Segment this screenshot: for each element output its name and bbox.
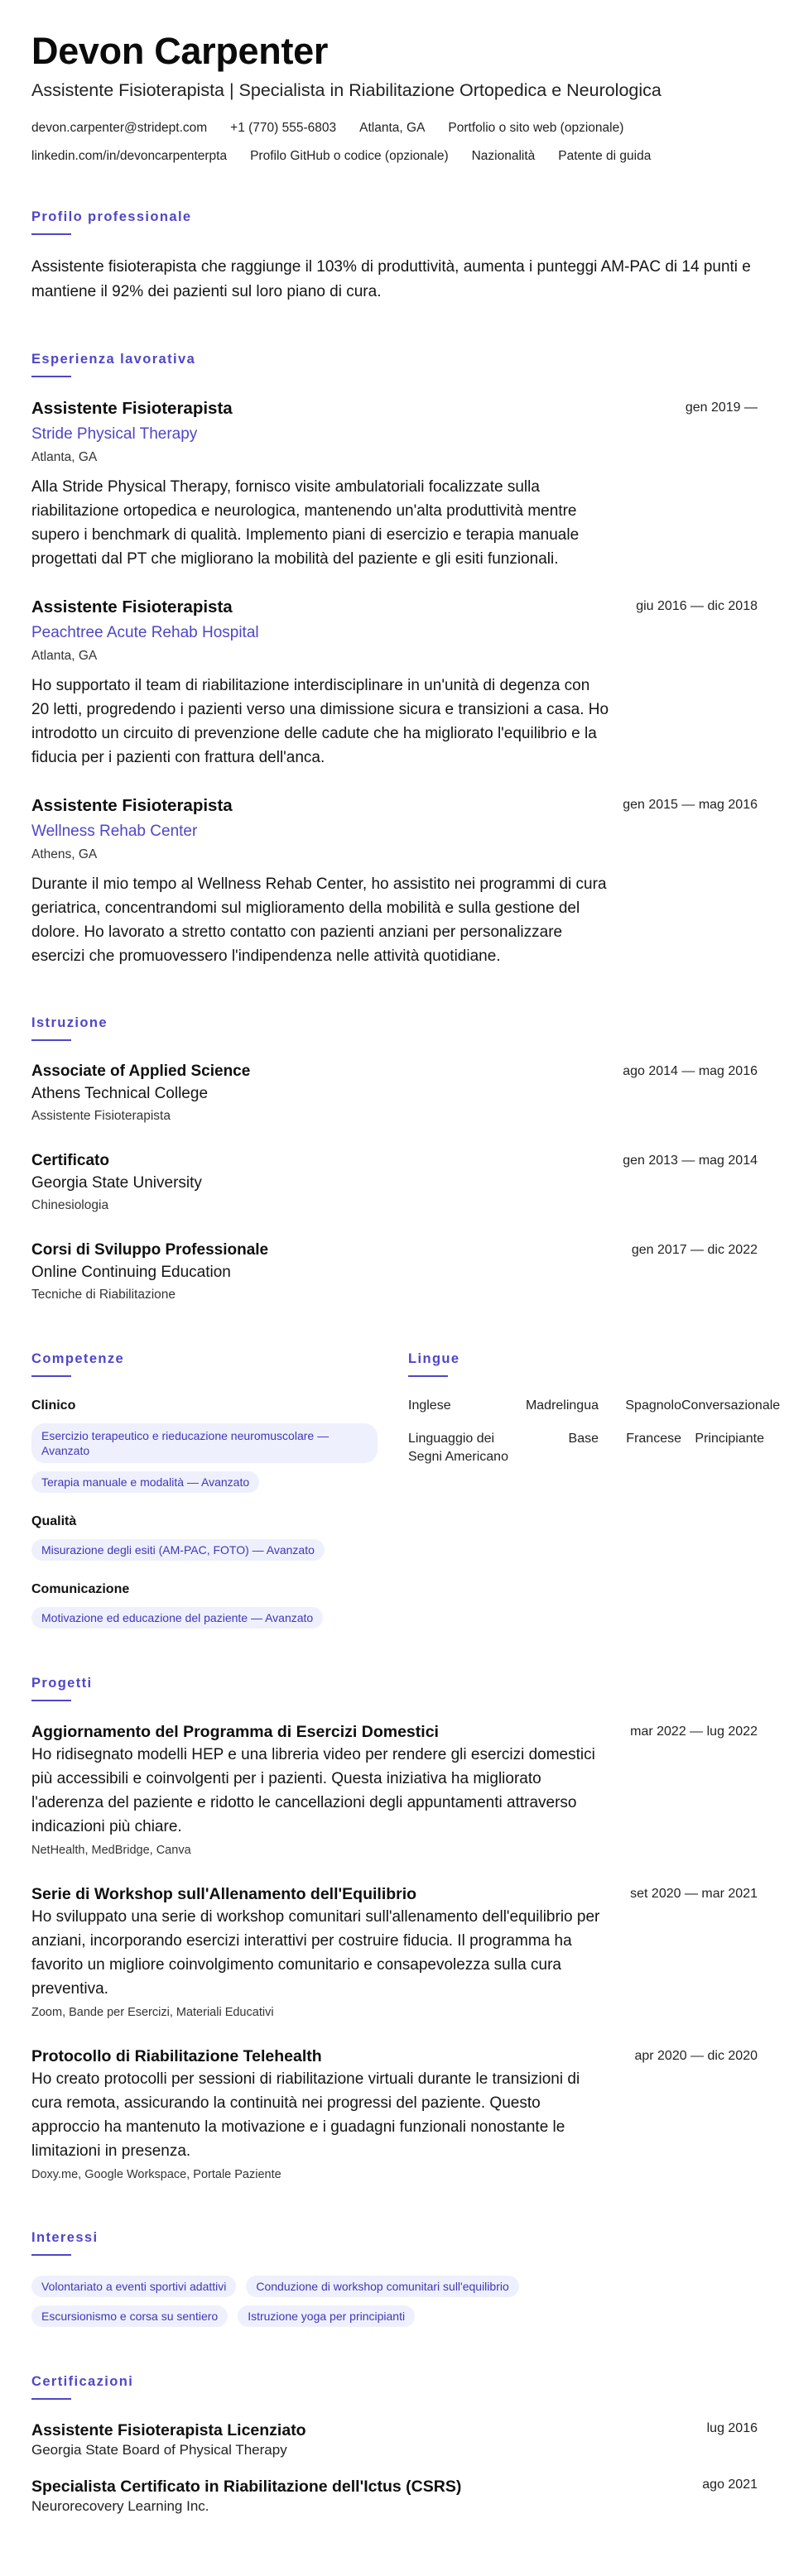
certification-name: Specialista Certificato in Riabilitazione dell'Ictus (CSRS): [31, 2478, 462, 2496]
job-description: Ho supportato il team di riabilitazione interdisciplinare in un'unità di degenza con 20 letti, progredendo i pazienti verso una dimissione sicura e transizioni a casa. Ho introdotto un circuito di prevenzione delle cadute che ha migliorato l'equilibrio e la fiducia per i pazienti con frattura dell'anca.: [31, 677, 609, 766]
section-divider: [31, 376, 71, 377]
interest-chip: Volontariato a eventi sportivi adattivi: [31, 2276, 236, 2297]
interest-chips: [31, 2276, 611, 2327]
job-location: Athens, GA: [31, 847, 98, 861]
job-description: Durante il mio tempo al Wellness Rehab Center, ho assistito nei programmi di cura geriatrica, concentrandomi sul miglioramento della mobilità e sulla gestione del dolore. Ho lavorato a stretto contatto con pazienti anziani per personalizzare esercizi che promuovessero l'indipendenza nelle attività quotidiane.: [31, 875, 607, 965]
language-level: Base: [568, 1432, 599, 1446]
section-title: Certificazioni: [31, 2374, 134, 2389]
language-row: [408, 1430, 764, 1466]
language-level: Madrelingua: [525, 1398, 599, 1413]
project-description: Ho creato protocolli per sessioni di riabilitazione virtuali durante le transizioni di cura remota, assicurando la continuità nei progressi del paziente. Questo approccio ha mantenuto la motivazione e i guadagni funzionali nonostante le limitazioni in presenza.: [31, 2070, 580, 2160]
job-title: Assistente Fisioterapista: [31, 399, 233, 418]
contact-location: Atlanta, GA: [359, 121, 426, 135]
contact-list: [31, 119, 758, 165]
project-dates: set 2020 — mar 2021: [630, 1887, 758, 1901]
job-title: Assistente Fisioterapista: [31, 796, 233, 815]
section-title: Istruzione: [31, 1015, 108, 1030]
candidate-headline: Assistente Fisioterapista | Specialista in Riabilitazione Ortopedica e Neurologica: [31, 80, 662, 100]
job-dates: gen 2019 —: [685, 401, 758, 415]
experience-section: [31, 351, 758, 968]
language-row: [408, 1397, 781, 1415]
language-name: Inglese: [408, 1398, 451, 1413]
skill-chip: Motivazione ed educazione del paziente — Avanzato: [31, 1607, 323, 1629]
contact-phone[interactable]: +1 (770) 555-6803: [230, 121, 337, 135]
section-divider: [31, 1375, 71, 1377]
company-name: Peachtree Acute Rehab Hospital: [31, 624, 259, 641]
resume-header: [31, 30, 758, 165]
experience-entry: [31, 397, 758, 571]
section-title: Progetti: [31, 1676, 93, 1691]
skill-group-name: Clinico: [31, 1398, 76, 1413]
job-dates: giu 2016 — dic 2018: [636, 599, 758, 613]
education-dates: gen 2013 — mag 2014: [623, 1154, 758, 1168]
contact-driving-license: Patente di guida: [558, 149, 652, 163]
skill-group-name: Qualità: [31, 1514, 77, 1528]
interest-chip: Istruzione yoga per principianti: [238, 2305, 415, 2327]
skill-group: [31, 1581, 378, 1629]
interest-chip: Escursionismo e corsa su sentiero: [31, 2305, 228, 2327]
certification-entry: [31, 2420, 758, 2459]
section-divider: [31, 1039, 71, 1041]
section-divider: [31, 2398, 71, 2400]
project-entry: [31, 1721, 758, 1859]
language-name: Francese: [626, 1432, 681, 1446]
project-entry: [31, 1883, 758, 2021]
language-name: Linguaggio dei Segni Americano: [408, 1432, 508, 1464]
education-entry: [31, 1061, 758, 1125]
project-entry: [31, 2046, 758, 2183]
education-entry: [31, 1240, 758, 1304]
profile-section: [31, 209, 758, 305]
degree-name: Associate of Applied Science: [31, 1063, 251, 1080]
project-name: Aggiornamento del Programma di Esercizi Domestici: [31, 1723, 439, 1741]
project-dates: mar 2022 — lug 2022: [630, 1725, 758, 1739]
section-divider: [31, 2254, 71, 2256]
section-title: Interessi: [31, 2230, 99, 2245]
company-name: Stride Physical Therapy: [31, 425, 198, 443]
job-dates: gen 2015 — mag 2016: [623, 798, 758, 812]
education-entry: [31, 1150, 758, 1215]
project-dates: apr 2020 — dic 2020: [634, 2049, 758, 2063]
company-name: Wellness Rehab Center: [31, 823, 198, 840]
interest-chip: Conduzione di workshop comunitari sull'equilibrio: [246, 2276, 518, 2297]
certification-date: ago 2021: [702, 2478, 758, 2492]
education-dates: gen 2017 — dic 2022: [631, 1243, 758, 1257]
language-level: Principiante: [695, 1432, 764, 1446]
field-of-study: Chinesiologia: [31, 1198, 109, 1212]
project-name: Protocollo di Riabilitazione Telehealth: [31, 2047, 322, 2065]
project-tools: NetHealth, MedBridge, Canva: [31, 1844, 191, 1857]
project-description: Ho sviluppato una serie di workshop comunitari sull'allenamento dell'equilibrio per anziani, incorporando esercizi interattivi per costruire fiducia. Il programma ha favorito un migliore coinvolgimento comunitario e consapevolezza sulla cura preventiva.: [31, 1908, 600, 1998]
skills-section: [31, 1350, 378, 1629]
education-section: [31, 1015, 758, 1304]
skills-languages-row: [31, 1350, 781, 1629]
section-title: Profilo professionale: [31, 209, 192, 224]
section-divider: [31, 233, 71, 235]
school-name: Online Continuing Education: [31, 1264, 231, 1281]
degree-name: Corsi di Sviluppo Professionale: [31, 1241, 269, 1259]
project-name: Serie di Workshop sull'Allenamento dell'Equilibrio: [31, 1885, 417, 1903]
certification-issuer: Georgia State Board of Physical Therapy: [31, 2442, 287, 2458]
school-name: Georgia State University: [31, 1174, 202, 1192]
job-location: Atlanta, GA: [31, 649, 98, 663]
contact-nationality: Nazionalità: [471, 149, 536, 163]
certification-date: lug 2016: [706, 2421, 758, 2435]
project-tools: Doxy.me, Google Workspace, Portale Paziente: [31, 2168, 281, 2181]
skill-group: [31, 1397, 378, 1493]
experience-entry: [31, 596, 758, 770]
skill-chip: Esercizio terapeutico e rieducazione neuromuscolare — Avanzato: [31, 1423, 378, 1463]
certification-issuer: Neurorecovery Learning Inc.: [31, 2498, 209, 2514]
contact-portfolio[interactable]: Portfolio o sito web (opzionale): [448, 121, 624, 135]
job-location: Atlanta, GA: [31, 450, 98, 464]
projects-section: [31, 1675, 758, 2183]
skill-chips: [31, 1423, 378, 1493]
skill-chips: [31, 1607, 378, 1629]
certification-entry: [31, 2476, 758, 2516]
project-description: Ho ridisegnato modelli HEP e una libreria video per rendere gli esercizi domestici più accessibili e coinvolgenti per i pazienti. Questa iniziativa ha migliorato l'aderenza del paziente e ridotto le cancellazioni degli appuntamenti attraverso indicazioni più chiare.: [31, 1746, 595, 1835]
certification-name: Assistente Fisioterapista Licenziato: [31, 2421, 306, 2439]
skill-group-name: Comunicazione: [31, 1582, 130, 1596]
interests-section: [31, 2229, 758, 2327]
skill-chips: [31, 1539, 378, 1561]
section-title: Esperienza lavorativa: [31, 352, 196, 367]
project-tools: Zoom, Bande per Esercizi, Materiali Educativi: [31, 2006, 274, 2019]
section-divider: [408, 1375, 448, 1377]
candidate-name: Devon Carpenter: [31, 30, 329, 72]
language-name: Spagnolo: [625, 1398, 681, 1413]
contact-email[interactable]: devon.carpenter@stridept.com: [31, 121, 208, 135]
section-title: Lingue: [408, 1351, 460, 1366]
skill-chip: Terapia manuale e modalità — Avanzato: [31, 1471, 259, 1493]
job-title: Assistente Fisioterapista: [31, 597, 233, 616]
certifications-section: [31, 2373, 758, 2516]
contact-github[interactable]: Profilo GitHub o codice (opzionale): [250, 149, 449, 163]
education-dates: ago 2014 — mag 2016: [623, 1064, 758, 1078]
profile-summary: Assistente fisioterapista che raggiunge il 103% di produttività, aumenta i punteggi AM-PAC di 14 punti e mantiene il 92% dei pazienti sul loro piano di cura.: [31, 258, 751, 300]
languages-section: [408, 1350, 781, 1629]
contact-linkedin[interactable]: linkedin.com/in/devoncarpenterpta: [31, 149, 228, 163]
language-level: Conversazionale: [681, 1398, 781, 1413]
section-divider: [31, 1700, 71, 1701]
experience-entry: [31, 794, 758, 968]
field-of-study: Tecniche di Riabilitazione: [31, 1288, 176, 1302]
field-of-study: Assistente Fisioterapista: [31, 1109, 171, 1123]
degree-name: Certificato: [31, 1152, 109, 1169]
skill-chip: Misurazione degli esiti (AM-PAC, FOTO) — Avanzato: [31, 1539, 325, 1561]
job-description: Alla Stride Physical Therapy, fornisco visite ambulatoriali focalizzate sulla riabilitazione ortopedica e neurologica, mantenendo un'alta produttività mentre supero i benchmark di qualità. Implemento piani di esercizio e terapia manuale progettati dal PT che migliorano la mobilità del paziente e gli esiti funzionali.: [31, 478, 580, 568]
skill-group: [31, 1513, 378, 1561]
school-name: Athens Technical College: [31, 1085, 209, 1102]
section-title: Competenze: [31, 1351, 125, 1366]
